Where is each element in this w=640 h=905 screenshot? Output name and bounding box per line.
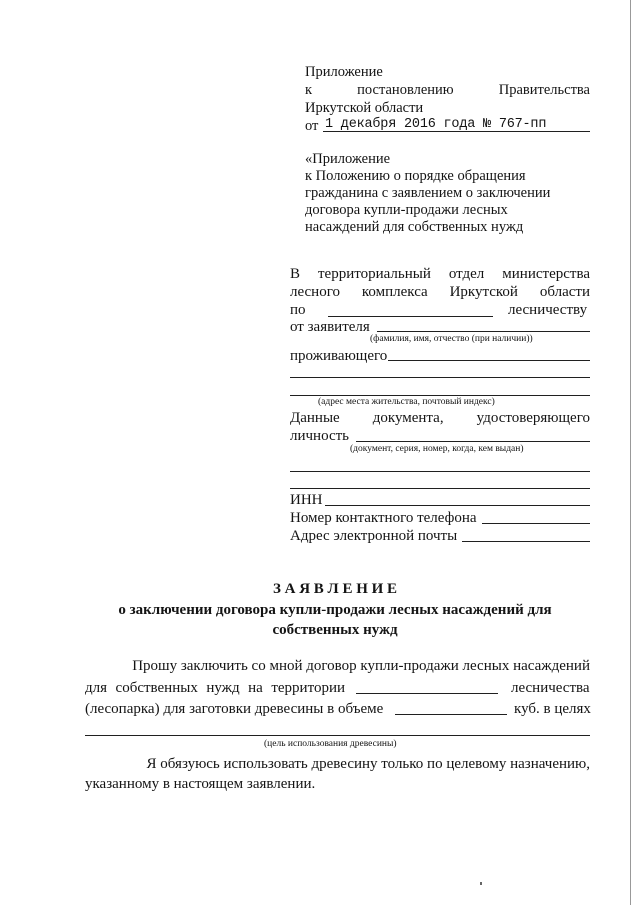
body-line: Прошу заключить со мной договор купли-продажи лесных насаждений: [132, 658, 590, 674]
purpose-field[interactable]: [85, 735, 590, 736]
document-word: удостоверяющего: [476, 410, 590, 426]
residence-label: проживающего: [290, 348, 388, 364]
appendix-inner-line: насаждений для собственных нужд: [305, 219, 524, 235]
residence-field[interactable]: [388, 360, 590, 361]
addressee-word: Иркутской: [449, 284, 518, 300]
body-line-2: [85, 679, 345, 697]
identity-field[interactable]: [356, 441, 590, 442]
purpose-hint: (цель использования древесины): [264, 739, 397, 749]
appendix-inner-line: к Положению о порядке обращения: [305, 168, 526, 184]
email-field[interactable]: [462, 541, 590, 542]
addressee-word: лесного: [290, 284, 340, 300]
addressee-word: министерства: [502, 266, 590, 282]
appendix-date-underline: [323, 131, 590, 132]
body-line: Я обязуюсь использовать древесину только по целевому назначению,: [146, 756, 590, 772]
appendix-region: Иркутской области: [305, 100, 424, 116]
addressee-word: комплекса: [361, 284, 428, 300]
appendix-inner-line: гражданина с заявлением о заключении: [305, 185, 551, 201]
appendix-word: Правительства: [498, 82, 590, 98]
forestry-name-field[interactable]: [328, 316, 493, 317]
appendix-word: постановлению: [357, 82, 454, 98]
statement-title: З А Я В Л Е Н И Е: [272, 581, 398, 597]
volume-field[interactable]: [395, 714, 507, 715]
body-word: собственных: [115, 680, 198, 696]
scan-speck: [480, 882, 482, 885]
territory-field[interactable]: [356, 693, 498, 694]
addressee-word: области: [539, 284, 590, 300]
document-word: Данные: [290, 410, 340, 426]
body-line: указанному в настоящем заявлении.: [85, 776, 316, 792]
appendix-word: к: [305, 82, 313, 98]
email-label: Адрес электронной почты: [290, 528, 458, 544]
appendix-title: Приложение: [305, 64, 383, 80]
document-hint: (документ, серия, номер, когда, кем выдан): [350, 444, 524, 454]
statement-subtitle-line2: собственных нужд: [272, 622, 398, 638]
body-word: территории: [271, 680, 345, 696]
scan-edge-line: [630, 0, 631, 905]
forestry-suffix: лесничеству: [508, 302, 588, 318]
document-row: [290, 409, 590, 427]
units-purpose: куб. в целях: [514, 701, 591, 717]
appendix-date-value: 1 декабря 2016 года № 767-пп: [325, 117, 547, 132]
phone-field[interactable]: [482, 523, 590, 524]
body-word: на: [248, 680, 263, 696]
addressee-word: территориальный: [318, 266, 431, 282]
appendix-line2: [305, 82, 590, 99]
applicant-hint: (фамилия, имя, отчество (при наличии)): [370, 334, 533, 344]
identity-field-2[interactable]: [290, 471, 590, 472]
statement-subtitle-line1: о заключении договора купли-продажи лесных насаждений для: [118, 602, 552, 618]
body-word: нужд: [206, 680, 240, 696]
body-word: для: [85, 680, 108, 696]
address-hint: (адрес места жительства, почтовый индекс): [318, 397, 495, 407]
appendix-inner-line: договора купли-продажи лесных: [305, 202, 508, 218]
appendix-date-prefix: от: [305, 118, 319, 134]
residence-field-3[interactable]: [290, 395, 590, 396]
appendix-inner-line: «Приложение: [305, 151, 391, 167]
phone-label: Номер контактного телефона: [290, 510, 477, 526]
forestry-prefix: по: [290, 302, 306, 318]
applicant-name-field[interactable]: [377, 331, 590, 332]
inn-label: ИНН: [290, 492, 323, 508]
identity-label: личность: [290, 428, 350, 444]
addressee-word: В: [290, 266, 301, 282]
forestry-word: лесничества: [511, 680, 590, 696]
body-line-3: (лесопарка) для заготовки древесины в объеме: [85, 701, 384, 717]
addressee-word: отдел: [448, 266, 485, 282]
inn-field[interactable]: [325, 505, 590, 506]
addressee-row: [290, 265, 590, 283]
residence-field-2[interactable]: [290, 377, 590, 378]
applicant-label: от заявителя: [290, 319, 370, 335]
addressee-row: [290, 283, 590, 301]
identity-field-3[interactable]: [290, 488, 590, 489]
document-word: документа,: [372, 410, 444, 426]
